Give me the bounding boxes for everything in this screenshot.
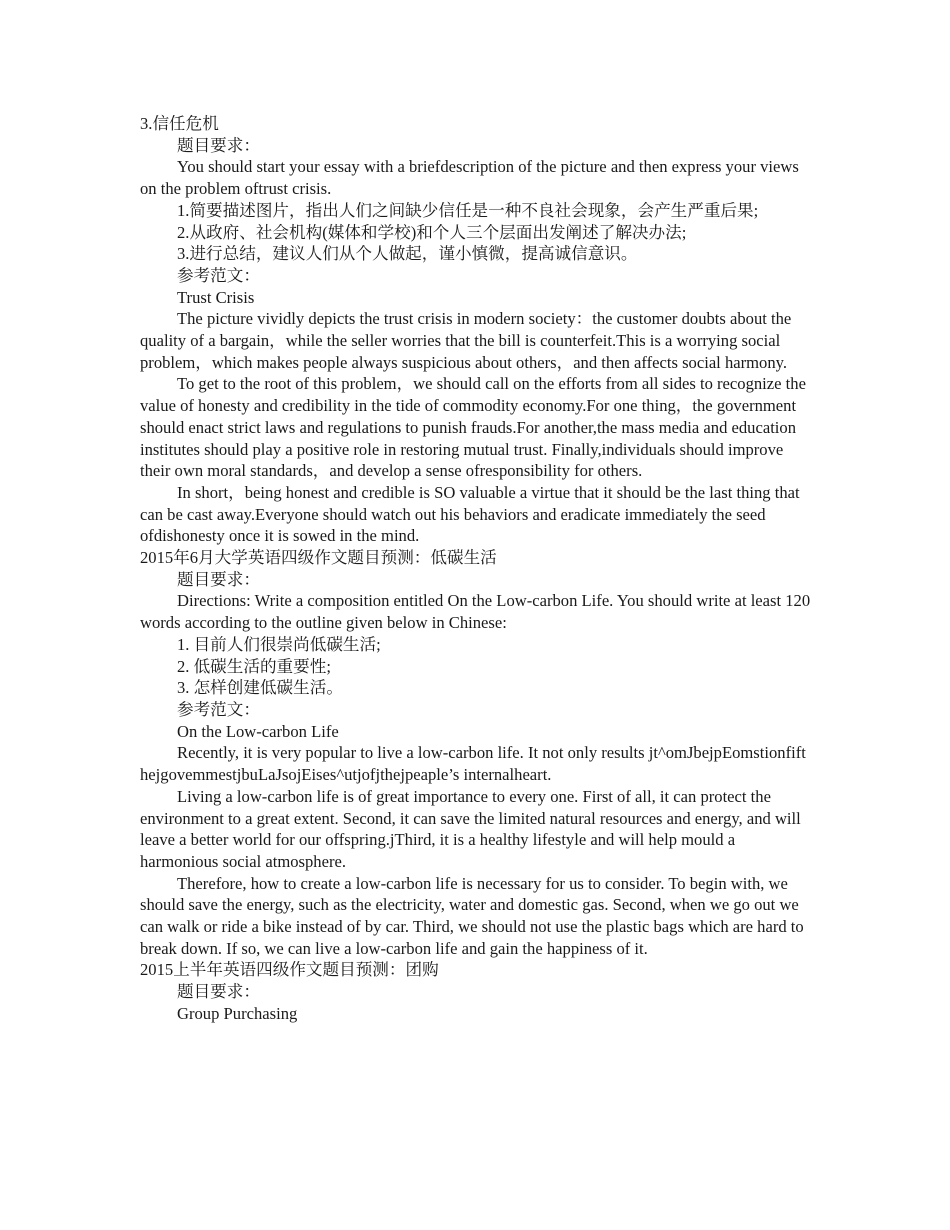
- document-page: [140, 113, 812, 1025]
- outline-item-2: 2. 低碳生活的重要性;: [177, 656, 331, 676]
- essay-title-trust-crisis: Trust Crisis: [177, 287, 255, 307]
- sample-essay-label: 参考范文：: [177, 699, 260, 719]
- outline-item-3: 3.进行总结，建议人们从个人做起，谨小慎微，提高诚信意识。: [177, 244, 638, 264]
- outline-item-3: 3. 怎样创建低碳生活。: [177, 678, 343, 698]
- outline-item-2: 2.从政府、社会机构(媒体和学校)和个人三个层面出发阐述了解决办法;: [177, 222, 687, 242]
- outline-item-1: 1.简要描述图片，指出人们之间缺少信任是一种不良社会现象，会产生严重后果;: [177, 200, 759, 220]
- directions-paragraph: Directions: Write a composition entitled On the Low-carbon Life. You should write at least 120 words according to the outline given below in Chinese:: [140, 591, 811, 633]
- essay-paragraph: The picture vividly depicts the trust crisis in modern society：the customer doubts about the quality of a bargain，while the seller worries that the bill is counterfeit.This is a worrying social problem，which makes people always suspicious about others，and then affects social harmony.: [140, 309, 792, 372]
- requirements-label: 题目要求：: [177, 982, 260, 1002]
- instructions-paragraph: You should start your essay with a briefdescription of the picture and then express your views on the problem oftrust crisis.: [140, 157, 799, 199]
- essay-title-low-carbon: On the Low-carbon Life: [177, 721, 339, 741]
- essay-paragraph: Therefore, how to create a low-carbon life is necessary for us to consider. To begin with, we should save the energy, such as the electricity, water and domestic gas. Second, when we go out we can walk or ride a bike instead of by car. Third, we should not use the plastic bags which are hard to break down. If so, we can live a low-carbon life and gain the happiness of it.: [140, 873, 804, 958]
- section-heading-trust-crisis: 3.信任危机: [140, 114, 219, 133]
- requirements-label: 题目要求：: [177, 569, 260, 589]
- outline-item-1: 1. 目前人们很崇尚低碳生活;: [177, 634, 381, 654]
- requirements-label: 题目要求：: [177, 135, 260, 155]
- essay-paragraph: To get to the root of this problem，we should call on the efforts from all sides to recognize the value of honesty and credibility in the tide of commodity economy.For one thing，the government should enact strict laws and regulations to punish frauds.For another,the mass media and education institutes should play a positive role in restoring mutual trust. Finally,individuals should improve their own moral standards，and develop a sense ofresponsibility for others.: [140, 374, 806, 481]
- essay-paragraph: In short，being honest and credible is SO valuable a virtue that it should be the last thing that can be cast away.Everyone should watch out his behaviors and eradicate immediately the seed ofdishonesty once it is sowed in the mind.: [140, 482, 800, 546]
- sample-essay-label: 参考范文：: [177, 265, 260, 285]
- section-heading-group-purchase: 2015上半年英语四级作文题目预测：团购: [140, 960, 439, 980]
- essay-paragraph: Living a low-carbon life is of great importance to every one. First of all, it can protect the environment to a great extent. Second, it can save the limited natural resources and energy, and will leave a better world for our offspring.jThird, it is a healthy lifestyle and will help mould a harmonious social atmosphere.: [140, 786, 801, 871]
- essay-paragraph: Recently, it is very popular to live a low-carbon life. It not only results jt^omJbejpEomstionfifthejgovemmestjbuLaJsojEises^utjofjthejpeaple’s internalheart.: [140, 743, 806, 785]
- topic-title-group-purchasing: Group Purchasing: [177, 1003, 298, 1023]
- section-heading-low-carbon: 2015年6月大学英语四级作文题目预测：低碳生活: [140, 548, 497, 568]
